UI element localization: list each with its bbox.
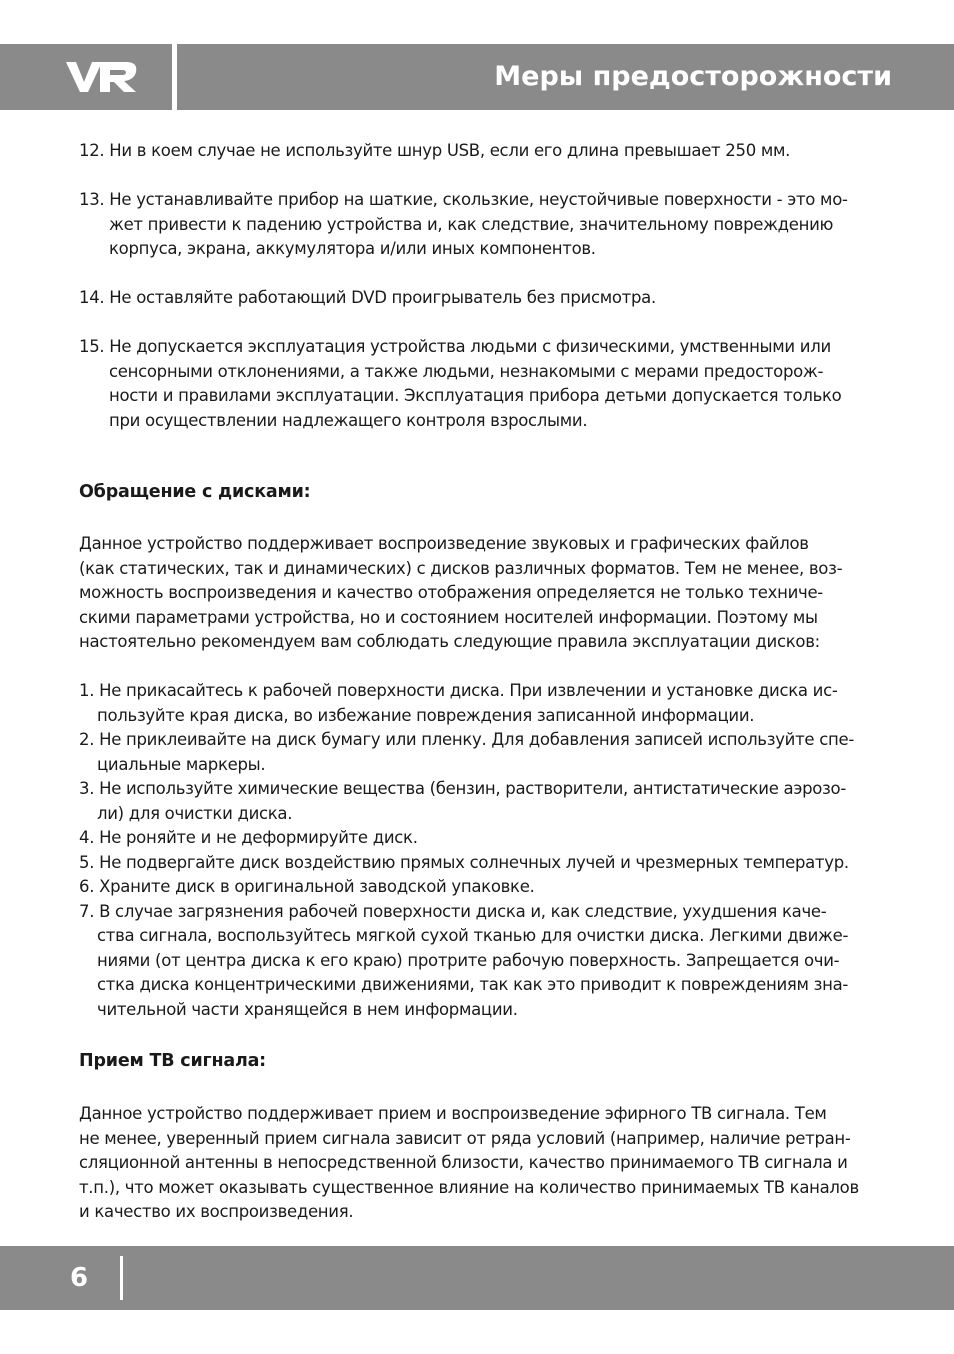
disc-rules-list	[79, 679, 885, 1022]
text-line: Данное устройство поддерживает воспроизведение звуковых и графических файлов	[79, 534, 809, 553]
section-heading-discs: Обращение с дисками:	[79, 482, 311, 502]
text-line: 12. Ни в коем случае не используйте шнур USB, если его длина превышает 250 мм.	[79, 141, 791, 160]
list-item: 7. В случае загрязнения рабочей поверхности диска и, как следствие, ухудшения каче-	[79, 901, 827, 921]
text-line: можность воспроизведения и качество отображения определяется не только техниче-	[79, 583, 823, 602]
header-bar	[0, 44, 954, 110]
page-title: Меры предосторожности	[494, 61, 892, 92]
text-line: жет привести к падению устройства и, как следствие, значительному повреждению	[109, 214, 834, 234]
list-item: 1. Не прикасайтесь к рабочей поверхности диска. При извлечении и установке диска ис-	[79, 681, 838, 700]
section-heading-tv: Прием ТВ сигнала:	[79, 1051, 266, 1071]
text-line: скими параметрами устройства, но и состоянием носителей информации. Поэтому мы	[79, 607, 818, 627]
list-item: ства сигнала, воспользуйтесь мягкой сухой тканью для очистки диска. Легкими движе-	[97, 926, 849, 945]
text-line: 14. Не оставляйте работающий DVD проигрыватель без присмотра.	[79, 288, 656, 307]
discs-intro-paragraph	[79, 532, 885, 655]
text-line: корпуса, экрана, аккумулятора и/или иных компонентов.	[109, 239, 596, 258]
list-item: ли) для очистки диска.	[97, 803, 293, 823]
list-item: 6. Храните диск в оригинальной заводской упаковке.	[79, 877, 535, 896]
text-line: 13. Не устанавливайте прибор на шаткие, скользкие, неустойчивые поверхности - это мо-	[79, 190, 848, 209]
list-item: пользуйте края диска, во избежание повреждения записанной информации.	[97, 705, 755, 725]
item-13	[79, 188, 885, 262]
item-12	[79, 139, 885, 164]
text-line: сенсорными отклонениями, а также людьми, незнакомыми с мерами предосторож-	[109, 361, 824, 381]
footer-bar	[0, 1246, 954, 1310]
text-line: Данное устройство поддерживает прием и воспроизведение эфирного ТВ сигнала. Тем	[79, 1104, 827, 1123]
list-item: ниями (от центра диска к его краю) протрите рабочую поверхность. Запрещается очи-	[97, 950, 840, 970]
tv-paragraph	[79, 1102, 885, 1225]
list-item: чительной части хранящейся в нем информации.	[97, 999, 518, 1019]
list-item: 5. Не подвергайте диск воздействию прямых солнечных лучей и чрезмерных температур.	[79, 852, 849, 872]
list-item: 3. Не используйте химические вещества (бензин, растворители, антистатические аэрозо-	[79, 779, 846, 798]
list-item: 2. Не приклеивайте на диск бумагу или пленку. Для добавления записей используйте спе-	[79, 730, 854, 749]
footer-divider	[120, 1256, 123, 1300]
text-line: настоятельно рекомендуем вам соблюдать следующие правила эксплуатации дисков:	[79, 632, 820, 651]
text-line: (как статических, так и динамических) с дисков различных форматов. Тем не менее, воз-	[79, 558, 843, 578]
text-line: сляционной антенны в непосредственной близости, качество принимаемого ТВ сигнала и	[79, 1153, 848, 1172]
list-item: стка диска концентрическими движениями, так как это приводит к повреждениям зна-	[97, 975, 849, 994]
text-line: т.п.), что может оказывать существенное влияние на количество принимаемых ТВ каналов	[79, 1177, 859, 1197]
header-divider	[172, 44, 177, 110]
text-line: и качество их воспроизведения.	[79, 1202, 354, 1221]
text-line: не менее, уверенный прием сигнала зависит от ряда условий (например, наличие ретран-	[79, 1128, 851, 1148]
text-line: ности и правилами эксплуатации. Эксплуатация прибора детьми допускается только	[109, 386, 842, 405]
item-15	[79, 335, 885, 433]
vr-logo	[64, 58, 140, 96]
list-item: циальные маркеры.	[97, 754, 266, 774]
page-number: 6	[70, 1263, 89, 1293]
item-14	[79, 286, 885, 311]
list-item: 4. Не роняйте и не деформируйте диск.	[79, 828, 418, 847]
text-line: 15. Не допускается эксплуатация устройства людьми с физическими, умственными или	[79, 337, 831, 356]
text-line: при осуществлении надлежащего контроля взрослыми.	[109, 410, 588, 430]
